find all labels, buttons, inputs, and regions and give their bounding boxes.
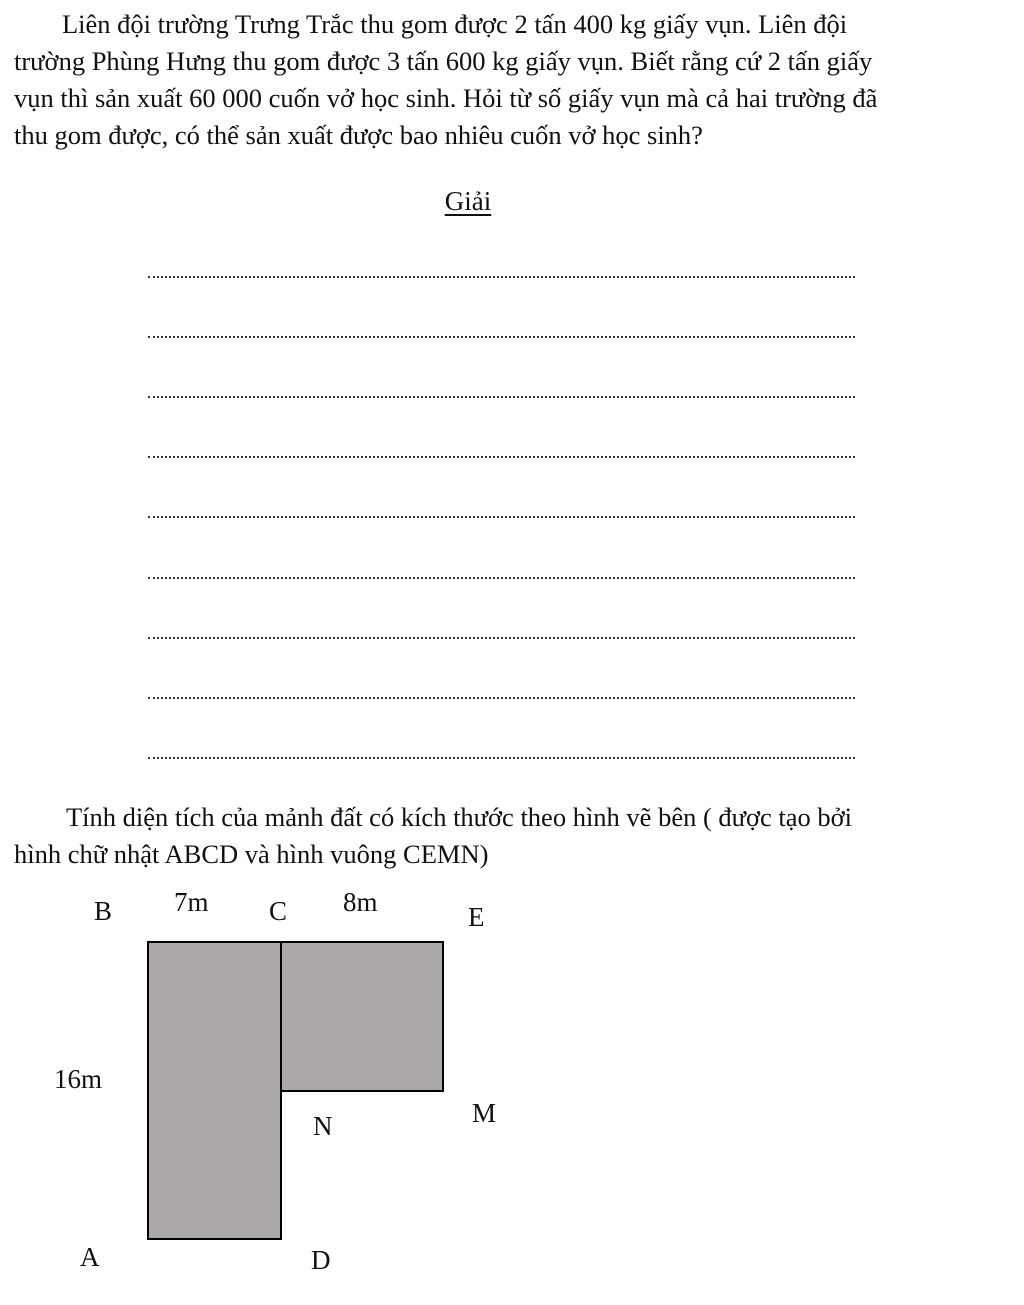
- rectangle-abcd: [148, 942, 281, 1239]
- point-label-c: C: [269, 896, 288, 926]
- dimension-label-ab: 16m: [54, 1064, 103, 1094]
- solution-heading: Giải: [444, 186, 492, 216]
- problem-2-line-2: hình chữ nhật ABCD và hình vuông CEMN): [14, 839, 489, 869]
- point-label-n: N: [313, 1111, 333, 1141]
- point-label-b: B: [94, 896, 113, 926]
- problem-1-line-4: thu gom được, có thể sản xuất được bao nhiêu cuốn vở học sinh?: [14, 120, 703, 150]
- point-label-m: M: [472, 1098, 497, 1128]
- problem-1-line-3: vụn thì sản xuất 60 000 cuốn vở học sinh. Hỏi từ số giấy vụn mà cả hai trường đã: [14, 83, 878, 113]
- point-label-d: D: [311, 1245, 331, 1275]
- square-cemn: [281, 942, 443, 1091]
- point-label-a: A: [80, 1242, 100, 1272]
- problem-1-line-2: trường Phùng Hưng thu gom được 3 tấn 600 kg giấy vụn. Biết rằng cứ 2 tấn giấy: [14, 46, 873, 76]
- problem-1-line-1: Liên đội trường Trưng Trắc thu gom được 2 tấn 400 kg giấy vụn. Liên đội: [62, 9, 848, 39]
- problem-2-line-1: Tính diện tích của mảnh đất có kích thước theo hình vẽ bên ( được tạo bởi: [66, 802, 853, 832]
- point-label-e: E: [468, 902, 485, 932]
- dimension-label-ce: 8m: [343, 887, 378, 917]
- dimension-label-bc: 7m: [174, 887, 209, 917]
